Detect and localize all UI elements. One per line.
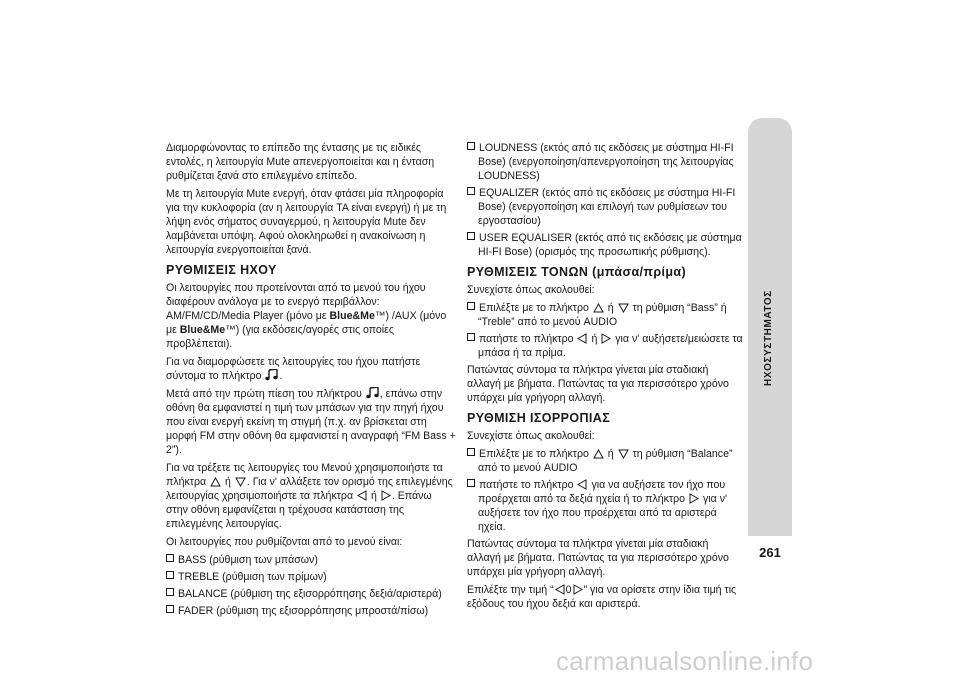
checkbox-bullet-icon xyxy=(467,142,475,150)
paragraph-balance-zero: Επιλέξτε την τιμή “ 0 ” για να ορίσετε στην ίδια τιμή τις εξόδους του ήχου δεξιά και αριστερά. xyxy=(467,584,737,610)
paragraph-sound-menu: Οι λειτουργίες που προτείνονται από το μενού του ήχου διαφέρουν ανάλογα με το ενεργό περιβάλλον: AM/FM/CD/Media Player (μόνο με Blue&Me™) /AUX (μόνο με Blue&Me™) (για εκδόσεις/αγορές στις οποίες προβλέπεται). xyxy=(166,282,447,350)
checkbox-bullet-icon xyxy=(166,571,174,579)
paragraph-press-note: Για να διαμορφώσετε τις λειτουργίες του ήχου πατήστε σύντομα το πλήκτρο . xyxy=(166,356,421,382)
paragraph-menu-functions: Οι λειτουργίες που ρυθμίζονται από το μενού είναι: xyxy=(166,536,403,548)
checkbox-bullet-icon xyxy=(166,554,174,562)
list-item: FADER (ρύθμιση της εξισορρόπησης μπροστά/πίσω) xyxy=(166,604,456,618)
up-triangle-icon xyxy=(210,477,221,487)
list-item: Επιλέξτε με το πλήκτρο ή τη ρύθμιση “Bass” ή “Treble” από το μενού AUDIO xyxy=(467,301,745,329)
up-triangle-icon xyxy=(593,449,604,459)
page-number: 261 xyxy=(759,545,781,560)
checkbox-bullet-icon xyxy=(467,479,475,487)
left-triangle-icon xyxy=(555,584,565,595)
heading-balance-settings: ΡΥΘΜΙΣΗ ΙΣΟΡΡΟΠΙΑΣ xyxy=(467,411,611,425)
list-item: πατήστε το πλήκτρο ή για ν' αυξήσετε/μειώσετε τα μπάσα ή τα πρίμα. xyxy=(467,332,745,360)
paragraph-tone-steps: Πατώντας σύντομα τα πλήκτρα γίνεται μία σταδιακή αλλαγή με βήματα. Πατώντας τα για περισσότερο χρόνο υπάρχει μία γρήγορη αλλαγή. xyxy=(467,364,729,404)
right-triangle-icon xyxy=(689,493,699,504)
right-triangle-icon xyxy=(381,490,391,501)
checkbox-bullet-icon xyxy=(467,302,475,310)
right-column xyxy=(467,141,745,615)
checkbox-bullet-icon xyxy=(166,605,174,613)
checkbox-bullet-icon xyxy=(467,448,475,456)
heading-sound-settings: ΡΥΘΜΙΣΕΙΣ ΗΧΟΥ xyxy=(166,263,277,277)
paragraph-balance-intro: Συνεχίστε όπως ακολουθεί: xyxy=(467,430,595,442)
chapter-title: ΗΧΟΣΥΣΤΗΜΑΤΟΣ xyxy=(763,290,774,386)
list-item: TREBLE (ρύθμιση των πρίμων) xyxy=(166,570,456,584)
right-triangle-icon xyxy=(601,333,611,344)
list-item: USER EQUALISER (εκτός από τις εκδόσεις με σύστημα HI-FI Bose) (ορισμός της προσωπικής ρύθμισης). xyxy=(467,231,745,259)
paragraph-first-press: Μετά από την πρώτη πίεση του πλήκτρου , επάνω στην οθόνη θα εμφανιστεί η τιμή των μπάσων για την πηγή ήχου που είναι ενεργή εκείνη τη στιγμή (π.χ. αν βρίσκεται στη μορφή FM στην οθόνη θα εμφανιστεί η αναγραφή “FM Bass + 2”). xyxy=(166,388,456,456)
list-item: BASS (ρύθμιση των μπάσων) xyxy=(166,553,456,567)
down-triangle-icon xyxy=(618,303,629,313)
paragraph-mute-traffic: Με τη λειτουργία Mute ενεργή, όταν φτάσει μία πληροφορία για την κυκλοφορία (αν η λειτουργία TA είναι ενεργή) ή με τη λήψη ενός σήματος συναγερμού, η λειτουργία Mute δεν λαμβάνεται υπόψη. Αφού ολοκληρωθεί η ανακοίνωση η λειτουργία ενεργοποιείται ξανά. xyxy=(166,188,447,256)
list-item: Επιλέξτε με το πλήκτρο ή τη ρύθμιση “Balance” από το μενού AUDIO xyxy=(467,447,745,475)
down-triangle-icon xyxy=(235,477,246,487)
paragraph-balance-steps: Πατώντας σύντομα τα πλήκτρα γίνεται μία σταδιακή αλλαγή με βήματα. Πατώντας τα για περισσότερο χρόνο υπάρχει μία γρήγορη αλλαγή. xyxy=(467,538,729,578)
music-note-icon xyxy=(366,387,379,399)
checkbox-bullet-icon xyxy=(467,333,475,341)
heading-tone-settings: ΡΥΘΜΙΣΕΙΣ ΤΟΝΩΝ (μπάσα/πρίμα) xyxy=(467,265,687,279)
list-item: LOUDNESS (εκτός από τις εκδόσεις με σύστημα HI-FI Bose) (ενεργοποίηση/απενεργοποίηση της λειτουργίας LOUDNESS) xyxy=(467,141,745,183)
music-note-icon xyxy=(265,369,278,381)
checkbox-bullet-icon xyxy=(467,232,475,240)
list-item: πατήστε το πλήκτρο για να αυξήσετε τον ήχο που προέρχεται από τα δεξιά ηχεία ή το πλήκτρο για ν' αυξήσετε τον ήχο που προέρχεται από τα αριστερά ηχεία. xyxy=(467,478,745,534)
left-column xyxy=(166,141,456,621)
watermark: carmanualsonline.info xyxy=(556,646,814,676)
checkbox-bullet-icon xyxy=(166,588,174,596)
down-triangle-icon xyxy=(618,449,629,459)
paragraph-mute-volume: Διαμορφώνοντας το επίπεδο της έντασης με τις ειδικές εντολές, η λειτουργία Mute απενεργοποιείται και η ένταση ρυθμίζεται ξανά στο επιλεγμένο επίπεδο. xyxy=(166,142,435,182)
right-triangle-icon xyxy=(573,584,583,595)
list-item: BALANCE (ρύθμιση της εξισορρόπησης δεξιά/αριστερά) xyxy=(166,587,456,601)
left-triangle-icon xyxy=(577,479,587,490)
list-item: EQUALIZER (εκτός από τις εκδόσεις με σύστημα HI-FI Bose) (ενεργοποίηση και επιλογή των ρυθμίσεων του εργοστασίου) xyxy=(467,186,745,228)
left-triangle-icon xyxy=(357,490,367,501)
checkbox-bullet-icon xyxy=(467,187,475,195)
paragraph-tone-intro: Συνεχίστε όπως ακολουθεί: xyxy=(467,284,595,296)
left-triangle-icon xyxy=(577,333,587,344)
up-triangle-icon xyxy=(593,303,604,313)
paragraph-menu-navigation: Για να τρέξετε τις λειτουργίες του Μενού χρησιμοποιήστε τα πλήκτρα ή . Για ν' αλλάξετε τον ορισμό της επιλεγμένης λειτουργίας χρησιμοποιήστε τα πλήκτρα ή . Επάνω στην οθόνη εμφανίζεται η τρέχουσα κατάσταση της επιλεγμένης λειτουργίας. xyxy=(166,462,453,530)
